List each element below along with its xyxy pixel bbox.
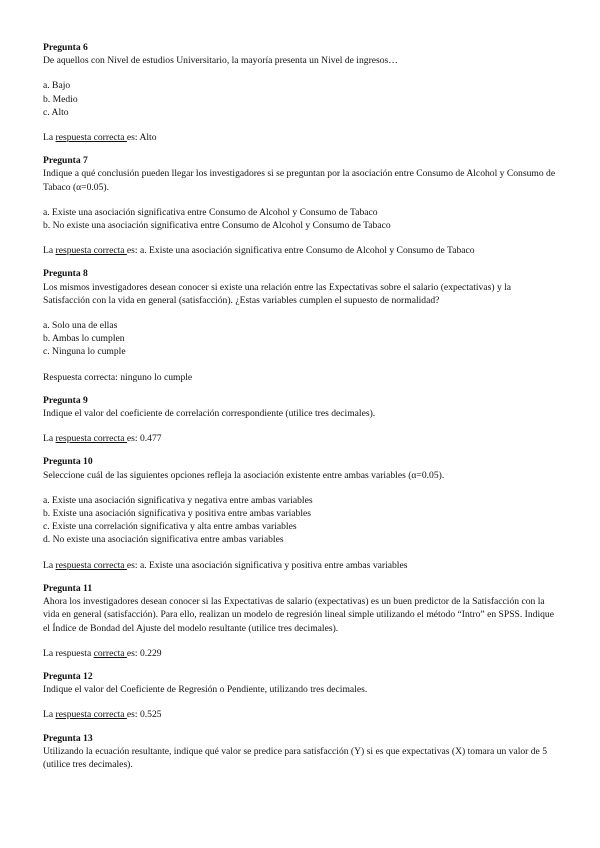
question-title: Pregunta 12	[43, 670, 93, 682]
answer-pre: Respuesta correcta: ninguno lo cumple	[43, 371, 193, 383]
option: c. Existe una correlación significativa y alta entre ambas variables	[43, 521, 297, 533]
answer	[43, 708, 558, 721]
question-12	[43, 670, 558, 722]
answer-underlined: respuesta correcta	[55, 245, 127, 257]
question-title: Pregunta 11	[43, 582, 93, 594]
question-10	[43, 455, 558, 571]
option: b. Ambas lo cumplen	[43, 333, 125, 345]
answer	[43, 371, 558, 384]
answer-underlined: respuesta correcta	[55, 709, 127, 721]
question-title: Pregunta 8	[43, 268, 88, 280]
option: b. Existe una asociación significativa y positiva entre ambas variables	[43, 508, 312, 520]
answer-underlined: respuesta correcta	[55, 559, 127, 571]
answer-underlined: respuesta correcta	[55, 433, 127, 445]
question-text: Indique el valor del Coeficiente de Regresión o Pendiente, utilizando tres decimales.	[43, 684, 368, 696]
option: c. Ninguna lo cumple	[43, 346, 126, 358]
option: b. Medio	[43, 93, 78, 105]
answer-pre: La	[43, 709, 56, 721]
option: d. No existe una asociación significativa entre ambas variables	[43, 534, 284, 546]
option: b. No existe una asociación significativa entre Consumo de Alcohol y Consumo de Tabaco	[43, 220, 391, 232]
answer	[43, 131, 558, 144]
question-text: De aquellos con Nivel de estudios Universitario, la mayoría presenta un Nivel de ingresos…	[43, 55, 398, 67]
option: a. Bajo	[43, 80, 71, 92]
options-list	[43, 494, 558, 547]
answer	[43, 432, 558, 445]
question-text: Utilizando la ecuación resultante, indique qué valor se predice para satisfacción (Y) si es que expectativas (X) tomara un valor de 5 (utilice tres decimales).	[43, 745, 548, 770]
question-text: Indique a qué conclusión pueden llegar los investigadores si se preguntan por la asociación entre Consumo de Alcohol y Consumo de Tabaco (α=0.05).	[43, 168, 556, 193]
answer-post: es: a. Existe una asociación significativa y positiva entre ambas variables	[126, 559, 408, 571]
question-text: Indique el valor del coeficiente de correlación correspondiente (utilice tres decimales).	[43, 408, 376, 420]
question-title: Pregunta 6	[43, 42, 88, 53]
answer-pre: La respuesta	[43, 647, 94, 659]
answer-post: es: 0.525	[126, 709, 162, 721]
question-title: Pregunta 13	[43, 732, 93, 744]
question-8	[43, 267, 558, 383]
answer-post: es: Alto	[126, 132, 157, 144]
options-list	[43, 79, 558, 119]
question-6	[43, 41, 558, 144]
answer	[43, 244, 558, 257]
question-title: Pregunta 7	[43, 155, 88, 167]
question-text: Ahora los investigadores desean conocer si las Expectativas de salario (expectativas) es un buen predictor de la Satisfacción con la vida en general (satisfacción). Para ello, realizan un modelo de regresión lineal simple utilizando el método “Intro” en SPSS. Indique el Índice de Bondad del Ajuste del modelo resultante (utilice tres decimales).	[43, 596, 554, 634]
options-list	[43, 206, 558, 232]
question-title: Pregunta 10	[43, 456, 93, 468]
question-9	[43, 394, 558, 446]
answer-pre: La	[43, 132, 56, 144]
question-text: Seleccione cuál de las siguientes opciones refleja la asociación existente entre ambas variables (α=0.05).	[43, 469, 445, 481]
option: a. Existe una asociación significativa entre Consumo de Alcohol y Consumo de Tabaco	[43, 206, 378, 218]
options-list	[43, 319, 558, 359]
option: c. Alto	[43, 106, 69, 118]
question-13	[43, 732, 558, 772]
option: a. Existe una asociación significativa y negativa entre ambas variables	[43, 494, 313, 506]
answer-pre: La	[43, 245, 56, 257]
question-7	[43, 154, 558, 257]
answer-pre: La	[43, 559, 56, 571]
option: a. Solo una de ellas	[43, 320, 118, 332]
answer-underlined: correcta	[93, 647, 127, 659]
answer-pre: La	[43, 433, 56, 445]
question-title: Pregunta 9	[43, 394, 88, 406]
answer-post: es: 0.477	[126, 433, 162, 445]
answer	[43, 559, 558, 572]
document-page	[43, 41, 558, 781]
question-11	[43, 582, 558, 660]
answer-post: es: a. Existe una asociación significativa entre Consumo de Alcohol y Consumo de Tabaco	[126, 245, 475, 257]
question-text: Los mismos investigadores desean conocer si existe una relación entre las Expectativas sobre el salario (expectativas) y la Satisfacción con la vida en general (satisfacción). ¿Estas variables cumplen el supuesto de normalidad?	[43, 281, 512, 306]
answer-underlined: respuesta correcta	[55, 132, 127, 144]
answer	[43, 647, 558, 660]
answer-post: es: 0.229	[126, 647, 162, 659]
